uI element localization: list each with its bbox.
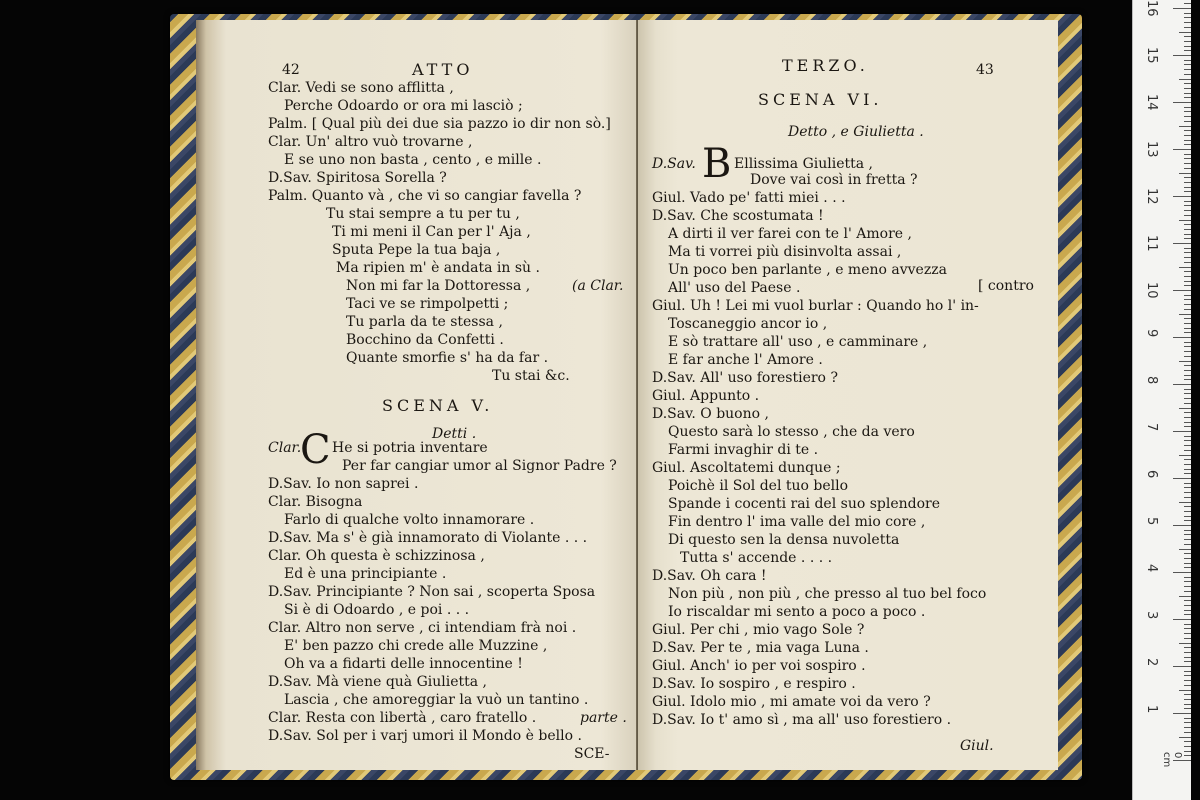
text-line: Giul. Per chi , mio vago Sole ? bbox=[652, 622, 865, 638]
ruler-tick bbox=[1184, 534, 1191, 535]
ruler-tick bbox=[1184, 107, 1191, 108]
text-line: D.Sav. Ma s' è già innamorato di Violante . . . bbox=[268, 530, 588, 546]
ruler-tick bbox=[1184, 60, 1191, 61]
ruler-number: 14 bbox=[1144, 94, 1159, 111]
text-line: Clar. Oh questa è schizzinosa , bbox=[268, 548, 485, 564]
scene-heading: SCENA VI. bbox=[758, 90, 883, 109]
ruler-tick bbox=[1184, 205, 1191, 206]
ruler-tick bbox=[1184, 577, 1191, 578]
ruler-tick bbox=[1184, 675, 1191, 676]
ruler-tick bbox=[1184, 3, 1191, 4]
ruler-tick bbox=[1184, 281, 1191, 282]
ruler-tick bbox=[1184, 271, 1191, 272]
text-line: Tutta s' accende . . . . bbox=[680, 550, 833, 566]
ruler-tick bbox=[1184, 46, 1191, 47]
ruler-tick bbox=[1184, 436, 1191, 437]
text-line: Palm. Quanto và , che vi so cangiar favella ? bbox=[268, 188, 582, 204]
text-line: Sputa Pepe la tua baja , bbox=[332, 242, 501, 258]
ruler-tick bbox=[1184, 671, 1191, 672]
ruler-tick bbox=[1184, 718, 1191, 719]
text-line: All' uso del Paese . bbox=[668, 280, 801, 296]
ruler-tick bbox=[1184, 17, 1191, 18]
ruler-number: 6 bbox=[1144, 470, 1159, 479]
ruler-tick bbox=[1184, 295, 1191, 296]
ruler-tick bbox=[1184, 154, 1191, 155]
text-line: Poichè il Sol del tuo bello bbox=[668, 478, 849, 494]
ruler-tick bbox=[1184, 182, 1191, 183]
ruler-tick bbox=[1184, 121, 1191, 122]
page-number: 43 bbox=[976, 62, 994, 78]
ruler-tick bbox=[1184, 140, 1191, 141]
text-line: Giul. Ascoltatemi dunque ; bbox=[652, 460, 841, 476]
ruler-tick bbox=[1184, 450, 1191, 451]
ruler-tick bbox=[1184, 323, 1191, 324]
ruler-tick bbox=[1184, 64, 1191, 65]
ruler-tick bbox=[1184, 74, 1191, 75]
ruler-tick bbox=[1184, 563, 1191, 564]
ruler-tick bbox=[1184, 699, 1191, 700]
catchword: Giul. bbox=[960, 738, 994, 754]
text-line: Clar. Altro non serve , ci intendiam frà noi . bbox=[268, 620, 577, 636]
ruler-tick bbox=[1173, 102, 1191, 103]
ruler-tick bbox=[1184, 234, 1191, 235]
text-line: Tu stai &c. bbox=[492, 368, 570, 384]
catchword: SCE- bbox=[574, 746, 610, 762]
ruler-tick bbox=[1173, 290, 1191, 291]
ruler-tick bbox=[1173, 8, 1191, 9]
text-line: D.Sav. Io sospiro , e respiro . bbox=[652, 676, 856, 692]
ruler-tick bbox=[1184, 520, 1191, 521]
ruler-number: 12 bbox=[1144, 188, 1159, 205]
ruler-tick bbox=[1184, 351, 1191, 352]
text-line: Tu stai sempre a tu per tu , bbox=[326, 206, 520, 222]
ruler-tick bbox=[1184, 647, 1191, 648]
text-line: Ma ripien m' è andata in sù . bbox=[336, 260, 540, 276]
ruler-tick bbox=[1184, 41, 1191, 42]
ruler-tick bbox=[1184, 309, 1191, 310]
text-line: E se uno non basta , cento , e mille . bbox=[284, 152, 542, 168]
ruler-number: 10 bbox=[1144, 282, 1159, 299]
ruler-tick bbox=[1179, 79, 1191, 80]
text-line: Per far cangiar umor al Signor Padre ? bbox=[342, 458, 617, 474]
text-line: Toscaneggio ancor io , bbox=[668, 316, 828, 332]
ruler-tick bbox=[1184, 497, 1191, 498]
ruler-tick bbox=[1184, 483, 1191, 484]
scene-cast: Detto , e Giulietta . bbox=[788, 124, 924, 140]
ruler-tick bbox=[1184, 417, 1191, 418]
ruler-number: 4 bbox=[1144, 564, 1159, 573]
text-line: Tu parla da te stessa , bbox=[346, 314, 503, 330]
text-line: D.Sav. Oh cara ! bbox=[652, 568, 767, 584]
stage-direction: (a Clar. bbox=[572, 278, 624, 294]
ruler-tick bbox=[1184, 628, 1191, 629]
text-line: Bocchino da Confetti . bbox=[346, 332, 504, 348]
scene-heading: SCENA V. bbox=[382, 396, 494, 415]
text-line: E far anche l' Amore . bbox=[668, 352, 823, 368]
text-line: Giul. Appunto . bbox=[652, 388, 760, 404]
ruler-tick bbox=[1184, 558, 1191, 559]
ruler-number: 3 bbox=[1144, 611, 1159, 620]
ruler-tick bbox=[1184, 516, 1191, 517]
text-line: Giul. Uh ! Lei mi vuol burlar : Quando ho l' in- bbox=[652, 298, 979, 314]
ruler-tick bbox=[1184, 50, 1191, 51]
text-line: Palm. [ Qual più dei due sia pazzo io dir non sò.] bbox=[268, 116, 611, 132]
ruler-tick bbox=[1179, 408, 1191, 409]
ruler-unit-label: 0 cm bbox=[1161, 752, 1183, 768]
text-line: A dirti il ver farei con te l' Amore , bbox=[668, 226, 912, 242]
text-line: Perche Odoardo or ora mi lasciò ; bbox=[284, 98, 523, 114]
ruler-tick bbox=[1184, 614, 1191, 615]
ruler-tick bbox=[1184, 459, 1191, 460]
ruler-tick bbox=[1184, 332, 1191, 333]
text-line: D.Sav. Io non saprei . bbox=[268, 476, 419, 492]
ruler-tick bbox=[1184, 661, 1191, 662]
right-page bbox=[638, 20, 1058, 770]
ruler-number: 15 bbox=[1144, 47, 1159, 64]
text-line: He si potria inventare bbox=[332, 440, 488, 456]
ruler-tick bbox=[1184, 469, 1191, 470]
ruler-tick bbox=[1184, 600, 1191, 601]
running-head: TERZO. bbox=[782, 56, 869, 75]
ruler-tick bbox=[1184, 398, 1191, 399]
ruler-tick bbox=[1179, 126, 1191, 127]
ruler-tick bbox=[1184, 605, 1191, 606]
ruler-tick bbox=[1184, 445, 1191, 446]
text-line: Taci ve se rimpolpetti ; bbox=[346, 296, 509, 312]
ruler-tick bbox=[1184, 285, 1191, 286]
ruler-tick bbox=[1184, 530, 1191, 531]
ruler-tick bbox=[1184, 201, 1191, 202]
ruler-number: 13 bbox=[1144, 141, 1159, 158]
ruler-tick bbox=[1184, 581, 1191, 582]
text-line: D.Sav. O buono , bbox=[652, 406, 769, 422]
ruler-tick bbox=[1173, 196, 1191, 197]
text-line: D.Sav. Per te , mia vaga Luna . bbox=[652, 640, 869, 656]
ruler-tick bbox=[1184, 751, 1191, 752]
stage-direction: parte . bbox=[580, 710, 627, 726]
ruler-tick bbox=[1184, 685, 1191, 686]
drop-capital: C bbox=[300, 427, 331, 473]
drop-capital: B bbox=[702, 141, 732, 187]
ruler-tick bbox=[1184, 694, 1191, 695]
ruler-tick bbox=[1184, 299, 1191, 300]
ruler-tick bbox=[1184, 224, 1191, 225]
ruler-tick bbox=[1184, 22, 1191, 23]
ruler-tick bbox=[1179, 32, 1191, 33]
left-page bbox=[196, 20, 636, 770]
ruler-number: 5 bbox=[1144, 517, 1159, 526]
ruler-tick bbox=[1179, 361, 1191, 362]
ruler-tick bbox=[1184, 168, 1191, 169]
ruler-number: 2 bbox=[1144, 658, 1159, 667]
text-line: Si è di Odoardo , e poi . . . bbox=[284, 602, 470, 618]
ruler-tick bbox=[1184, 88, 1191, 89]
ruler-tick bbox=[1184, 591, 1191, 592]
ruler-tick bbox=[1184, 680, 1191, 681]
ruler-tick bbox=[1179, 173, 1191, 174]
text-line: D.Sav. Spiritosa Sorella ? bbox=[268, 170, 447, 186]
ruler-tick bbox=[1173, 525, 1191, 526]
ruler-tick bbox=[1184, 370, 1191, 371]
ruler-tick bbox=[1184, 727, 1191, 728]
ruler-tick bbox=[1179, 220, 1191, 221]
ruler-tick bbox=[1184, 708, 1191, 709]
ruler-tick bbox=[1184, 27, 1191, 28]
ruler-tick bbox=[1173, 713, 1191, 714]
text-line: Quante smorfie s' ha da far . bbox=[346, 350, 549, 366]
ruler-tick bbox=[1184, 36, 1191, 37]
ruler-tick bbox=[1184, 135, 1191, 136]
ruler-tick bbox=[1184, 97, 1191, 98]
ruler-tick bbox=[1184, 464, 1191, 465]
text-line: Ellissima Giulietta , bbox=[734, 156, 873, 172]
ruler-tick bbox=[1184, 158, 1191, 159]
text-line: Io riscaldar mi sento a poco a poco . bbox=[668, 604, 926, 620]
ruler-tick bbox=[1184, 553, 1191, 554]
text-line: D.Sav. Io t' amo sì , ma all' uso forestiero . bbox=[652, 712, 952, 728]
ruler-tick bbox=[1184, 318, 1191, 319]
ruler-tick bbox=[1184, 177, 1191, 178]
measuring-ruler bbox=[1132, 0, 1191, 800]
ruler-tick bbox=[1184, 248, 1191, 249]
ruler-tick bbox=[1184, 252, 1191, 253]
ruler-tick bbox=[1184, 586, 1191, 587]
ruler-tick bbox=[1184, 163, 1191, 164]
stage-direction: [ contro bbox=[978, 278, 1034, 294]
ruler-tick bbox=[1184, 440, 1191, 441]
text-line: D.Sav. All' uso forestiero ? bbox=[652, 370, 838, 386]
ruler-tick bbox=[1179, 737, 1191, 738]
text-line: E' ben pazzo chi crede alle Muzzine , bbox=[284, 638, 548, 654]
text-line: Clar. Resta con libertà , caro fratello . bbox=[268, 710, 537, 726]
ruler-tick bbox=[1184, 238, 1191, 239]
ruler-tick bbox=[1184, 130, 1191, 131]
text-line: Ma ti vorrei più disinvolta assai , bbox=[668, 244, 902, 260]
ruler-tick bbox=[1184, 379, 1191, 380]
ruler-tick bbox=[1184, 13, 1191, 14]
ruler-tick bbox=[1184, 356, 1191, 357]
text-line: E sò trattare all' uso , e camminare , bbox=[668, 334, 928, 350]
ruler-tick bbox=[1184, 722, 1191, 723]
ruler-tick bbox=[1184, 567, 1191, 568]
ruler-number: 16 bbox=[1144, 0, 1159, 17]
ruler-tick bbox=[1184, 187, 1191, 188]
text-line: Fin dentro l' ima valle del mio core , bbox=[668, 514, 926, 530]
text-line: Giul. Idolo mio , mi amate voi da vero ? bbox=[652, 694, 931, 710]
ruler-tick bbox=[1184, 492, 1191, 493]
text-line: Clar. Vedi se sono afflitta , bbox=[268, 80, 454, 96]
ruler-tick bbox=[1173, 431, 1191, 432]
ruler-tick bbox=[1184, 83, 1191, 84]
ruler-tick bbox=[1179, 643, 1191, 644]
ruler-tick bbox=[1184, 393, 1191, 394]
ruler-tick bbox=[1184, 229, 1191, 230]
ruler-tick bbox=[1184, 487, 1191, 488]
ruler-tick bbox=[1173, 55, 1191, 56]
ruler-tick bbox=[1184, 262, 1191, 263]
ruler-tick bbox=[1184, 93, 1191, 94]
ruler-tick bbox=[1184, 304, 1191, 305]
ruler-tick bbox=[1184, 652, 1191, 653]
ruler-tick bbox=[1184, 624, 1191, 625]
ruler-tick bbox=[1184, 657, 1191, 658]
text-line: Farlo di qualche volto innamorare . bbox=[284, 512, 535, 528]
ruler-tick bbox=[1184, 403, 1191, 404]
ruler-tick bbox=[1184, 544, 1191, 545]
ruler-tick bbox=[1184, 511, 1191, 512]
text-line: Non più , non più , che presso al tuo bel foco bbox=[668, 586, 987, 602]
text-line: Un poco ben parlante , e meno avvezza bbox=[668, 262, 947, 278]
page-number: 42 bbox=[282, 62, 300, 78]
ruler-tick bbox=[1179, 314, 1191, 315]
ruler-number: 7 bbox=[1144, 423, 1159, 432]
ruler-tick bbox=[1173, 337, 1191, 338]
ruler-tick bbox=[1173, 243, 1191, 244]
text-line: Oh va a fidarti delle innocentine ! bbox=[284, 656, 523, 672]
text-line: D.Sav. Sol per i varj umori il Mondo è bello . bbox=[268, 728, 582, 744]
ruler-tick bbox=[1184, 539, 1191, 540]
ruler-tick bbox=[1184, 412, 1191, 413]
ruler-tick bbox=[1184, 633, 1191, 634]
ruler-tick bbox=[1184, 506, 1191, 507]
ruler-tick bbox=[1184, 144, 1191, 145]
ruler-tick bbox=[1184, 365, 1191, 366]
ruler-tick bbox=[1184, 755, 1191, 756]
text-line: Ti mi meni il Can per l' Aja , bbox=[332, 224, 531, 240]
ruler-tick bbox=[1184, 346, 1191, 347]
text-line: Farmi invaghir di te . bbox=[668, 442, 819, 458]
ruler-number: 11 bbox=[1144, 235, 1159, 252]
ruler-tick bbox=[1173, 619, 1191, 620]
text-line: Giul. Vado pe' fatti miei . . . bbox=[652, 190, 846, 206]
ruler-tick bbox=[1184, 610, 1191, 611]
ruler-tick bbox=[1184, 638, 1191, 639]
ruler-tick bbox=[1173, 149, 1191, 150]
ruler-tick bbox=[1184, 276, 1191, 277]
ruler-tick bbox=[1179, 596, 1191, 597]
ruler-number: 1 bbox=[1144, 705, 1159, 714]
ruler-tick bbox=[1184, 422, 1191, 423]
ruler-tick bbox=[1184, 191, 1191, 192]
ruler-tick bbox=[1184, 704, 1191, 705]
text-line: D.Sav. Che scostumata ! bbox=[652, 208, 824, 224]
ruler-tick bbox=[1173, 666, 1191, 667]
ruler-tick bbox=[1184, 328, 1191, 329]
ruler-tick bbox=[1184, 111, 1191, 112]
scene-cast: Detti . bbox=[432, 426, 477, 442]
speaker-label: Clar. bbox=[268, 440, 302, 456]
text-line: Clar. Bisogna bbox=[268, 494, 363, 510]
text-line: Lascia , che amoreggiar la vuò un tantino . bbox=[284, 692, 589, 708]
text-line: Clar. Un' altro vuò trovarne , bbox=[268, 134, 473, 150]
ruler-tick bbox=[1184, 210, 1191, 211]
ruler-tick bbox=[1184, 116, 1191, 117]
running-head: ATTO bbox=[412, 60, 474, 79]
ruler-tick bbox=[1184, 741, 1191, 742]
ruler-tick bbox=[1184, 257, 1191, 258]
ruler-tick bbox=[1184, 342, 1191, 343]
ruler-tick bbox=[1184, 473, 1191, 474]
ruler-tick bbox=[1184, 69, 1191, 70]
ruler-number: 8 bbox=[1144, 376, 1159, 385]
text-line: D.Sav. Mà viene quà Giulietta , bbox=[268, 674, 488, 690]
ruler-tick bbox=[1184, 746, 1191, 747]
ruler-tick bbox=[1179, 267, 1191, 268]
ruler-tick bbox=[1173, 384, 1191, 385]
speaker-label: D.Sav. bbox=[652, 156, 696, 172]
text-line: Questo sarà lo stesso , che da vero bbox=[668, 424, 915, 440]
text-line: D.Sav. Principiante ? Non sai , scoperta Sposa bbox=[268, 584, 596, 600]
ruler-tick bbox=[1173, 572, 1191, 573]
ruler-tick bbox=[1184, 389, 1191, 390]
text-line: Spande i cocenti rai del suo splendore bbox=[668, 496, 941, 512]
ruler-tick bbox=[1179, 455, 1191, 456]
ruler-tick bbox=[1179, 690, 1191, 691]
ruler-tick bbox=[1184, 375, 1191, 376]
ruler-number: 9 bbox=[1144, 329, 1159, 338]
text-line: Dove vai così in fretta ? bbox=[750, 172, 918, 188]
text-line: Giul. Anch' io per voi sospiro . bbox=[652, 658, 866, 674]
ruler-tick bbox=[1184, 215, 1191, 216]
ruler-tick bbox=[1179, 502, 1191, 503]
text-line: Non mi far la Dottoressa , bbox=[346, 278, 531, 294]
ruler-tick bbox=[1173, 478, 1191, 479]
ruler-tick bbox=[1179, 549, 1191, 550]
ruler-tick bbox=[1184, 732, 1191, 733]
text-line: Ed è una principiante . bbox=[284, 566, 447, 582]
ruler-tick bbox=[1184, 426, 1191, 427]
text-line: Di questo sen la densa nuvoletta bbox=[668, 532, 900, 548]
